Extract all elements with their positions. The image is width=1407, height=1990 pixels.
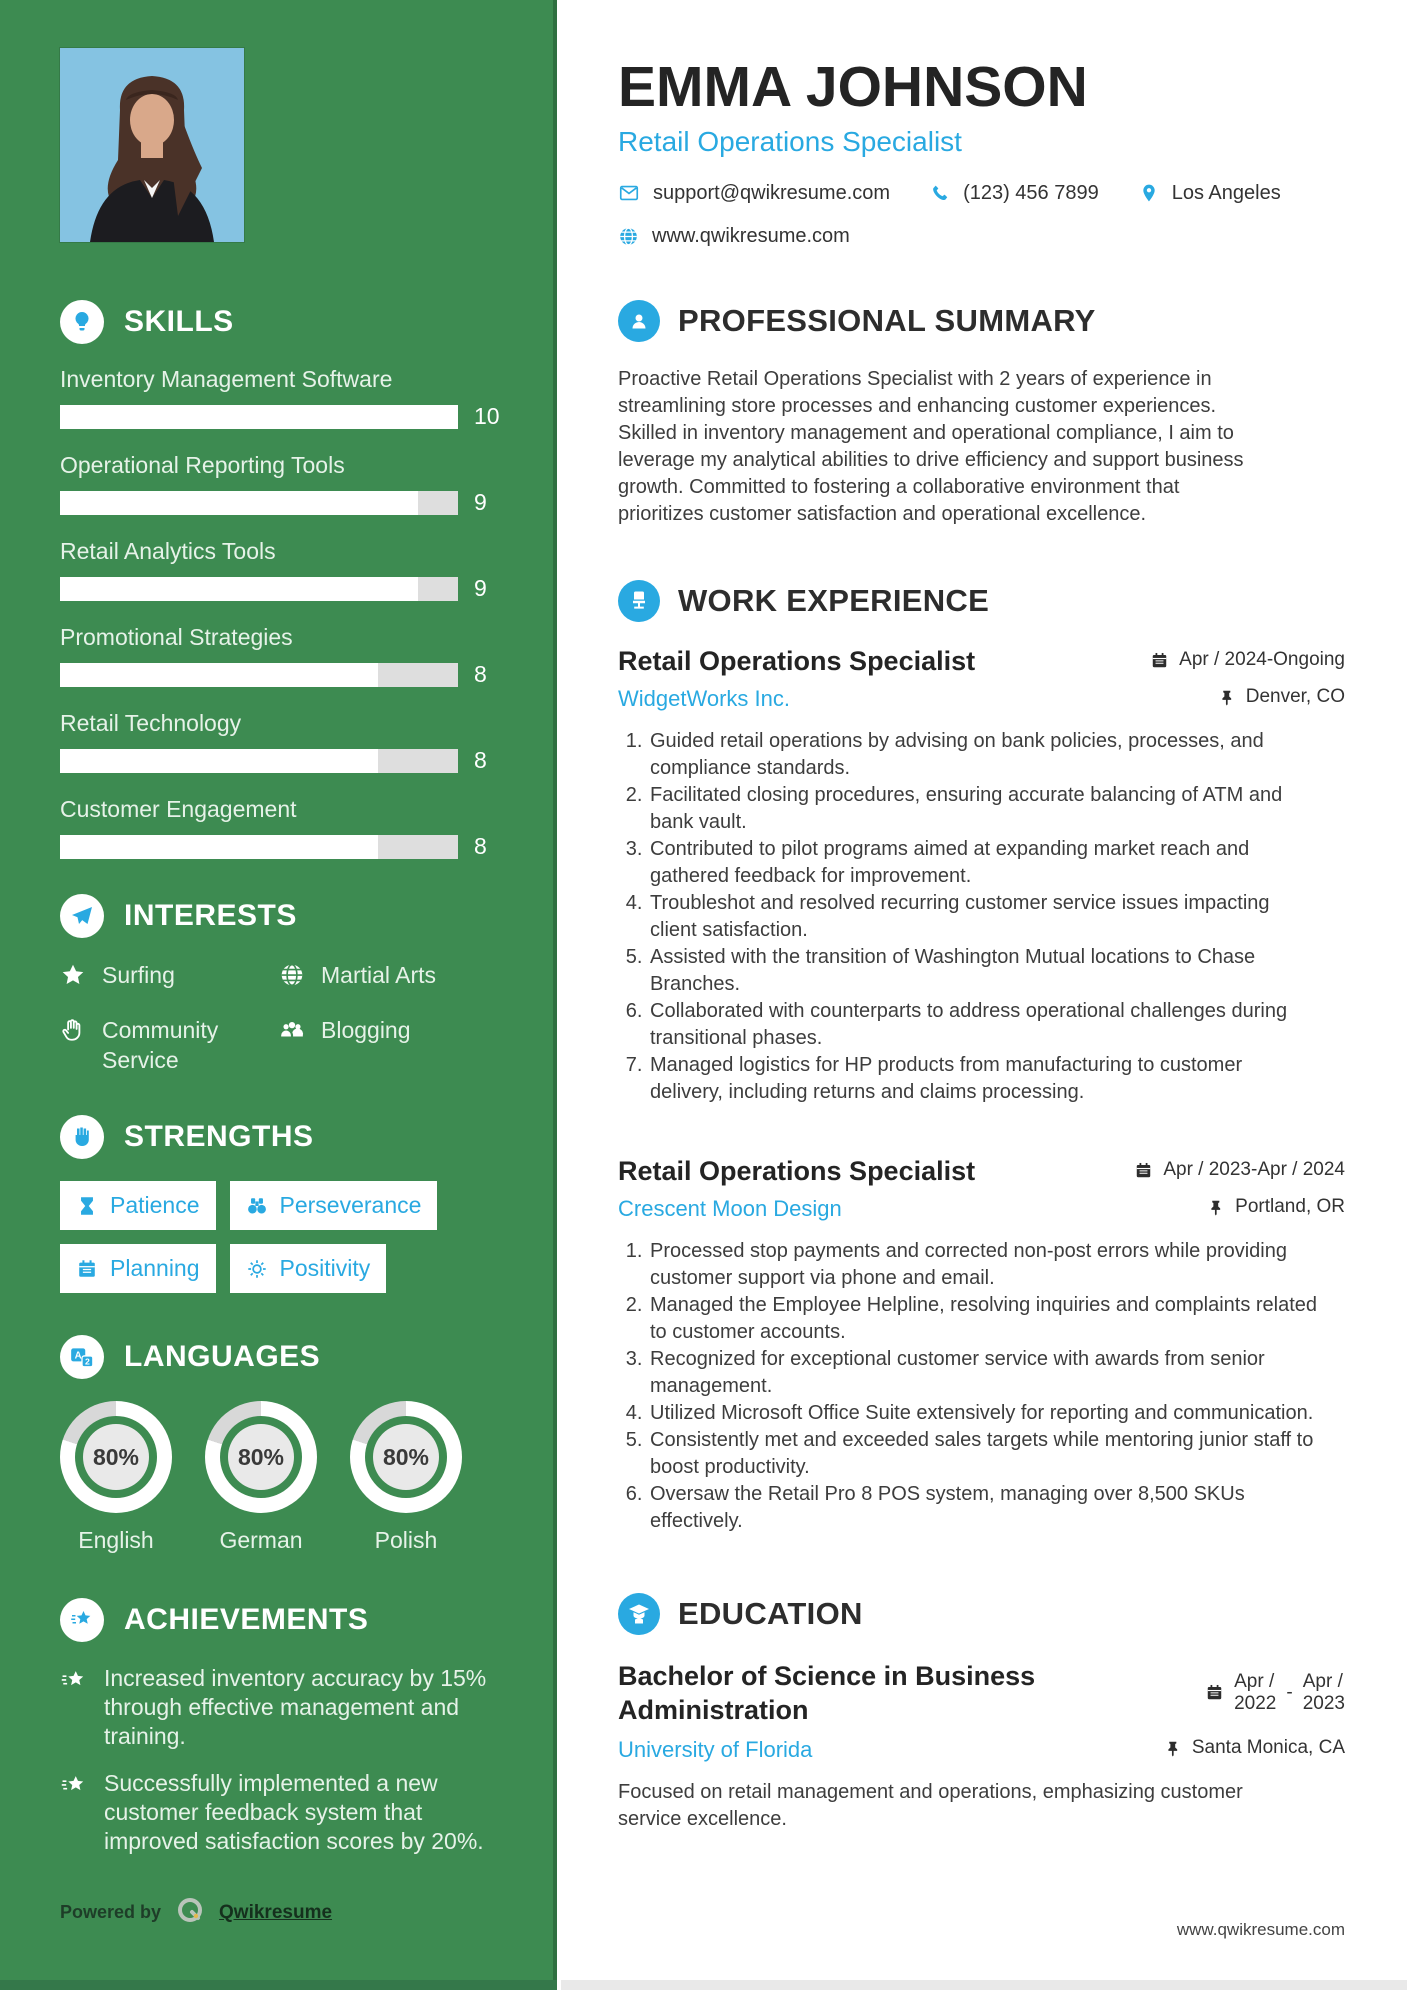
skill-fill: [60, 749, 378, 773]
map-pin-icon: [1139, 183, 1159, 203]
skill-label: Customer Engagement: [60, 796, 297, 822]
skill-label: Retail Analytics Tools: [60, 538, 276, 564]
skill-bar: [60, 749, 458, 773]
shooting-star-icon: [60, 1772, 88, 1856]
skill-fill: [60, 577, 418, 601]
skill-bar: [60, 835, 458, 859]
qwikresume-link[interactable]: Qwikresume: [219, 1901, 333, 1923]
profile-photo: [60, 48, 244, 242]
strength-label: Patience: [110, 1192, 200, 1218]
users-icon: [279, 1017, 305, 1050]
star-icon: [60, 962, 86, 995]
calendar-icon: [76, 1258, 98, 1280]
language-label: German: [219, 1527, 303, 1553]
education-date-end: [1303, 1671, 1345, 1715]
strength-label: Perseverance: [279, 1192, 422, 1218]
interest-label: Blogging: [321, 1017, 411, 1043]
skills-heading: [60, 300, 515, 344]
date-line: 2023: [1302, 1692, 1345, 1714]
interest-label: Community Service: [102, 1017, 219, 1073]
language-percent: 80%: [83, 1424, 149, 1490]
achievements-section: [60, 1598, 515, 1856]
summary-heading: [618, 300, 1345, 342]
skill-row: [60, 452, 515, 516]
contact-row-1: [618, 182, 1345, 205]
interest-item: [60, 960, 275, 995]
calendar-icon: [1205, 1683, 1224, 1702]
office-chair-icon: [618, 580, 660, 622]
experience-section: [618, 580, 1345, 1535]
strength-label: Positivity: [279, 1255, 371, 1281]
education-location: [1165, 1737, 1345, 1759]
date-line: 2022: [1234, 1692, 1277, 1714]
job-bullet: 5. Consistently met and exceeded sales targets while mentoring junior staff to boost productivity.: [648, 1427, 1318, 1481]
skill-value: 10: [474, 403, 500, 429]
interests-title: INTERESTS: [124, 899, 297, 932]
skill-value: 9: [474, 489, 487, 515]
job-entry: [618, 1156, 1345, 1535]
language-percent: 80%: [228, 1424, 294, 1490]
degree-name: Bachelor of Science in Business Administration: [618, 1660, 1036, 1725]
skill-row: [60, 710, 515, 774]
strengths-title: STRENGTHS: [124, 1120, 314, 1153]
strength-pill: [230, 1181, 438, 1230]
job-bullet: 3. Contributed to pilot programs aimed at expanding market reach and gathered feedback for improvement.: [648, 836, 1318, 890]
skill-fill: [60, 405, 458, 429]
school-name[interactable]: University of Florida: [618, 1736, 813, 1762]
job-bullet: 7. Managed logistics for HP products from manufacturing to customer delivery, including returns and claims processing.: [648, 1052, 1318, 1106]
calendar-icon: [1134, 1161, 1153, 1180]
skill-row: [60, 538, 515, 602]
job-dates-text: Apr / 2024-Ongoing: [1179, 649, 1345, 671]
pushpin-icon: [1219, 689, 1236, 706]
graduate-icon: [618, 1593, 660, 1635]
job-bullet: 4. Utilized Microsoft Office Suite extensively for reporting and communication.: [648, 1400, 1318, 1427]
strength-pill: [230, 1244, 387, 1293]
page-bottom-edge-right: [561, 1980, 1407, 1990]
candidate-name: EMMA JOHNSON: [618, 55, 1088, 119]
job-company[interactable]: Crescent Moon Design: [618, 1195, 842, 1221]
languages-section: [60, 1335, 515, 1554]
interest-item: [279, 1015, 515, 1075]
envelope-icon: [618, 182, 640, 204]
hand-icon: [60, 1017, 86, 1050]
interest-item: [60, 1015, 275, 1075]
candidate-title: Retail Operations Specialist: [618, 125, 962, 157]
email-contact[interactable]: [618, 182, 890, 205]
lightbulb-icon: [60, 300, 104, 344]
contact-row-2: [618, 225, 1345, 248]
date-line: Apr /: [1234, 1670, 1275, 1692]
shooting-star-icon: [60, 1598, 104, 1642]
globe-icon: [618, 226, 639, 247]
language-item: [350, 1401, 462, 1554]
phone-icon: [930, 183, 950, 203]
job-location: [1208, 1196, 1345, 1218]
strength-pill: [60, 1244, 216, 1293]
interest-label: Surfing: [102, 962, 175, 988]
sun-icon: [246, 1258, 268, 1280]
skill-value: 8: [474, 661, 487, 687]
job-bullet: 6. Collaborated with counterparts to address operational challenges during transitional phases.: [648, 998, 1318, 1052]
svg-text:A: A: [74, 1350, 82, 1362]
job-bullet: 6. Oversaw the Retail Pro 8 POS system, managing over 8,500 SKUs effectively.: [648, 1481, 1318, 1535]
phone-contact: [930, 182, 1099, 205]
summary-section: [618, 300, 1345, 528]
skill-row: [60, 366, 515, 430]
job-entry: [618, 646, 1345, 1106]
education-description: Focused on retail management and operations, emphasizing customer service excellence.: [618, 1780, 1243, 1830]
job-location: [1219, 686, 1345, 708]
interests-section: [60, 894, 515, 1075]
job-dates-text: Apr / 2023-Apr / 2024: [1163, 1159, 1345, 1181]
hourglass-icon: [76, 1195, 98, 1217]
language-label: Polish: [374, 1527, 438, 1553]
powered-by-label: Powered by: [60, 1902, 162, 1922]
language-label: English: [78, 1527, 154, 1553]
job-bullet: 1. Guided retail operations by advising on bank policies, processes, and compliance standards.: [648, 728, 1318, 782]
fist-icon: [60, 1115, 104, 1159]
skill-fill: [60, 663, 378, 687]
interest-label: Martial Arts: [321, 962, 437, 988]
job-bullet: 1. Processed stop payments and corrected non-post errors while providing customer support via phone and email.: [648, 1238, 1318, 1292]
location-contact: [1139, 182, 1281, 205]
education-location-text: Santa Monica, CA: [1191, 1737, 1345, 1759]
job-bullet: 2. Managed the Employee Helpline, resolving inquiries and complaints related to customer accounts.: [648, 1292, 1318, 1346]
skill-bar: [60, 577, 458, 601]
skill-value: 8: [474, 833, 487, 859]
achievement-text: Increased inventory accuracy by 15% through effective management and training.: [104, 1665, 487, 1749]
languages-heading: [60, 1335, 515, 1379]
person-icon: [618, 300, 660, 342]
website-text: www.qwikresume.com: [652, 224, 850, 247]
skill-bar: [60, 405, 458, 429]
interests-heading: [60, 894, 515, 938]
strengths-section: [60, 1115, 515, 1293]
education-section: [618, 1593, 1345, 1833]
translate-icon: [60, 1335, 104, 1379]
summary-title: PROFESSIONAL SUMMARY: [678, 302, 1096, 338]
interest-item: [279, 960, 515, 995]
skills-title: SKILLS: [124, 305, 234, 338]
achievements-title: ACHIEVEMENTS: [124, 1603, 369, 1636]
date-line: Apr /: [1302, 1670, 1343, 1692]
language-item: [60, 1401, 172, 1554]
skill-value: 8: [474, 747, 487, 773]
job-bullet: 4. Troubleshot and resolved recurring customer service issues impacting client satisfaction.: [648, 890, 1318, 944]
footer-website[interactable]: www.qwikresume.com: [1176, 1920, 1345, 1939]
date-separator: -: [1286, 1681, 1293, 1703]
main-content: [557, 0, 1407, 1990]
achievements-heading: [60, 1598, 515, 1642]
languages-title: LANGUAGES: [124, 1340, 321, 1373]
skill-label: Operational Reporting Tools: [60, 452, 345, 478]
job-bullet: 2. Facilitated closing procedures, ensuring accurate balancing of ATM and bank vault.: [648, 782, 1318, 836]
job-bullet: 5. Assisted with the transition of Washington Mutual locations to Chase Branches.: [648, 944, 1318, 998]
achievement-text: Successfully implemented a new customer feedback system that improved satisfaction scores by 20%.: [104, 1770, 484, 1854]
pushpin-icon: [1165, 1740, 1182, 1757]
language-item: [205, 1401, 317, 1554]
job-bullet-list: [618, 728, 1318, 1106]
skills-section: [60, 300, 515, 860]
strengths-heading: [60, 1115, 515, 1159]
profile-photo-illustration: [60, 48, 244, 242]
pushpin-icon: [1208, 1199, 1225, 1216]
skill-row: [60, 624, 515, 688]
website-contact[interactable]: [618, 225, 850, 248]
binoculars-icon: [246, 1195, 268, 1217]
skill-label: Inventory Management Software: [60, 366, 393, 392]
job-company[interactable]: WidgetWorks Inc.: [618, 685, 790, 711]
email-text: support@qwikresume.com: [653, 181, 891, 204]
experience-heading: [618, 580, 1345, 622]
language-donut: [60, 1401, 172, 1513]
education-heading: [618, 1593, 1345, 1635]
summary-text: Proactive Retail Operations Specialist with 2 years of experience in streamlining store processes and enhancing customer experiences. Skilled in inventory management and operational compliance, I aim to leverage my analytical abilities to drive efficiency and support business growth. Committed to fostering a collaborative environment that prioritizes customer satisfaction and operational excellence.: [618, 367, 1244, 525]
education-date-start: [1234, 1671, 1276, 1715]
strength-pill: [60, 1181, 216, 1230]
job-bullet: 3. Recognized for exceptional customer service with awards from senior management.: [648, 1346, 1318, 1400]
calendar-icon: [1150, 651, 1169, 670]
job-dates: [1134, 1159, 1345, 1181]
location-text: Los Angeles: [1171, 181, 1281, 204]
phone-text: (123) 456 7899: [963, 181, 1099, 204]
powered-by-footer: [60, 1895, 332, 1930]
skill-value: 9: [474, 575, 487, 601]
language-donut: [205, 1401, 317, 1513]
achievement-item: [60, 1664, 515, 1751]
job-role: Retail Operations Specialist: [618, 1155, 976, 1186]
experience-title: WORK EXPERIENCE: [678, 582, 990, 618]
page-bottom-edge-left: [0, 1980, 557, 1990]
skill-bar: [60, 663, 458, 687]
job-dates: [1150, 649, 1345, 671]
job-bullet-list: [618, 1238, 1318, 1535]
paper-plane-icon: [60, 894, 104, 938]
education-dates: [1205, 1659, 1345, 1727]
job-role: Retail Operations Specialist: [618, 645, 976, 676]
job-location-text: Portland, OR: [1235, 1196, 1345, 1218]
skill-bar: [60, 491, 458, 515]
globe-icon: [279, 962, 305, 995]
skill-label: Promotional Strategies: [60, 624, 293, 650]
strength-label: Planning: [110, 1255, 200, 1281]
svg-text:2: 2: [85, 1356, 90, 1367]
shooting-star-icon: [60, 1667, 88, 1751]
qwikresume-logo-icon: [175, 1895, 205, 1930]
language-donut: [350, 1401, 462, 1513]
skill-fill: [60, 835, 378, 859]
achievement-item: [60, 1769, 515, 1856]
job-location-text: Denver, CO: [1245, 686, 1345, 708]
skill-fill: [60, 491, 418, 515]
skill-row: [60, 796, 515, 860]
education-title: EDUCATION: [678, 1595, 863, 1631]
skill-label: Retail Technology: [60, 710, 242, 736]
language-percent: 80%: [373, 1424, 439, 1490]
sidebar: [0, 0, 557, 1990]
